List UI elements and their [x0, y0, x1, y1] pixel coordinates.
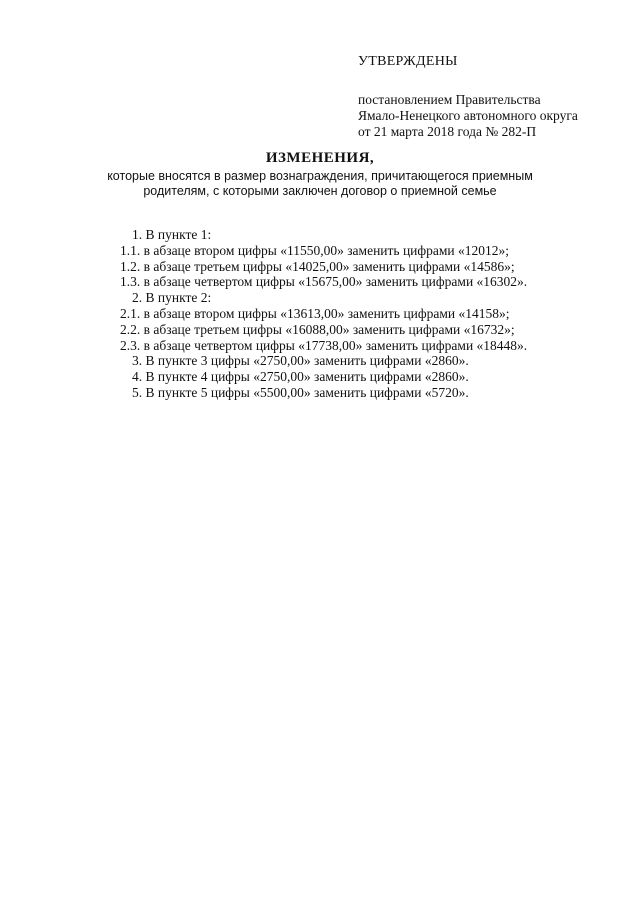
list-item: 2.3. в абзаце четвертом цифры «17738,00» заменить цифрами «18448».: [120, 337, 528, 353]
list-item: 1.3. в абзаце четвертом цифры «15675,00» заменить цифрами «16302».: [120, 274, 528, 290]
title-block: [0, 150, 640, 199]
list-item: 4. В пункте 4 цифры «2750,00» заменить цифрами «2860».: [132, 369, 469, 385]
list-item: 1.2. в абзаце третьем цифры «14025,00» заменить цифрами «14586»;: [120, 258, 515, 274]
list-item: 2.1. в абзаце втором цифры «13613,00» заменить цифрами «14158»;: [120, 305, 510, 321]
subtitle-line: которые вносятся в размер вознаграждения, причитающегося приемным: [107, 169, 533, 183]
list-item: 1. В пункте 1:: [132, 227, 212, 242]
approval-line-decree: постановлением Правительства: [358, 92, 541, 107]
approval-heading: УТВЕРЖДЕНЫ: [358, 54, 458, 69]
approval-block: [358, 54, 618, 140]
list-item: 2.2. в абзаце третьем цифры «16088,00» заменить цифрами «16732»;: [120, 321, 515, 337]
list-item: 1.1. в абзаце втором цифры «11550,00» заменить цифрами «12012»;: [120, 242, 510, 258]
list-item: 2. В пункте 2:: [132, 290, 212, 306]
list-item: 5. В пункте 5 цифры «5500,00» заменить цифрами «5720».: [132, 384, 469, 400]
approval-line-region: Ямало-Ненецкого автономного округа: [358, 108, 578, 123]
approval-line-date: от 21 марта 2018 года № 282-П: [358, 124, 537, 139]
subtitle-line: родителям, с которыми заключен договор о приемной семье: [143, 184, 497, 198]
document-title: ИЗМЕНЕНИЯ,: [265, 150, 375, 166]
list-item: 3. В пункте 3 цифры «2750,00» заменить цифрами «2860».: [132, 353, 469, 369]
amendments-list: [120, 227, 620, 401]
